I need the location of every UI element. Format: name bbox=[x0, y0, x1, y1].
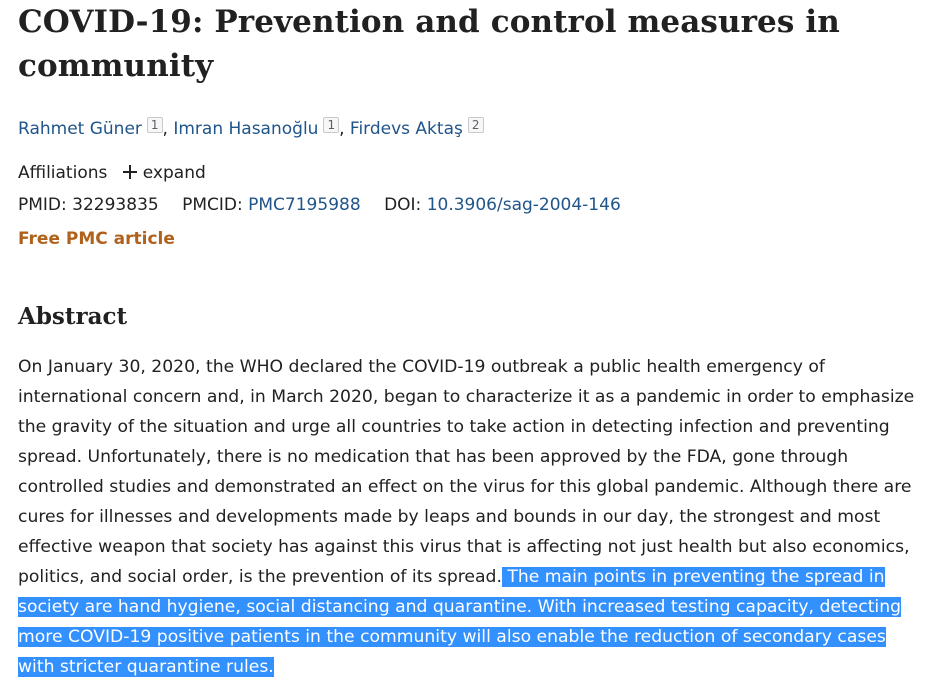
doi-link[interactable]: 10.3906/sag-2004-146 bbox=[426, 195, 621, 215]
author-link-guner[interactable]: Rahmet Güner bbox=[18, 119, 142, 139]
pmid-group bbox=[18, 195, 159, 215]
pmcid-label: PMCID: bbox=[182, 195, 243, 215]
abstract-heading: Abstract bbox=[18, 303, 128, 330]
abstract-text-unselected: On January 30, 2020, the WHO declared the COVID-19 outbreak a public health emergency of international concern and, in March 2020, began to characterize it as a pandemic in order to emphasize the gravity of the situation and urge all countries to take action in detecting infection and preventing spread. Unfortunately, there is no medication that has been approved by the FDA, gone through controlled studies and demonstrated an effect on the virus for this global pandemic. Although there are cures for illnesses and developments made by leaps and bounds in our day, the strongest and most effective weapon that society has against this virus that is affecting not just health but also economics, politics, and social order, is the prevention of its spread. bbox=[18, 357, 915, 587]
author-separator: , bbox=[162, 119, 174, 139]
article-page bbox=[18, 0, 918, 682]
doi-label: DOI: bbox=[384, 195, 422, 215]
expand-affiliations-button[interactable] bbox=[123, 160, 206, 186]
abstract-text-selected: The main points in preventing the spread in society are hand hygiene, social distancing and quarantine. With increased testing capacity, detecting more COVID-19 positive patients in the community will also enable the reduction of secondary cases with stricter quarantine rules. bbox=[18, 567, 902, 677]
affiliation-ref[interactable]: 1 bbox=[323, 117, 339, 133]
pmid-label: PMID: bbox=[18, 195, 67, 215]
author-link-aktas[interactable]: Firdevs Aktaş bbox=[349, 119, 463, 139]
doi-group bbox=[384, 195, 621, 215]
affiliation-ref[interactable]: 2 bbox=[468, 117, 484, 133]
author-list bbox=[18, 116, 918, 142]
article-title: COVID-19: Prevention and control measures in community bbox=[18, 4, 840, 84]
affiliation-ref[interactable]: 1 bbox=[147, 117, 163, 133]
identifiers-row bbox=[18, 192, 918, 218]
pmid-value: 32293835 bbox=[72, 195, 159, 215]
affiliations-label: Affiliations bbox=[18, 163, 108, 183]
free-pmc-article-link[interactable]: Free PMC article bbox=[18, 229, 175, 249]
author-separator: , bbox=[339, 119, 350, 139]
affiliations-row bbox=[18, 160, 918, 186]
plus-icon bbox=[123, 165, 137, 179]
pmcid-group bbox=[182, 195, 361, 215]
author-link-hasanoglu[interactable]: Imran Hasanoğlu bbox=[173, 119, 319, 139]
pmcid-link[interactable]: PMC7195988 bbox=[248, 195, 361, 215]
abstract-text bbox=[18, 352, 918, 682]
expand-label: expand bbox=[142, 163, 206, 183]
